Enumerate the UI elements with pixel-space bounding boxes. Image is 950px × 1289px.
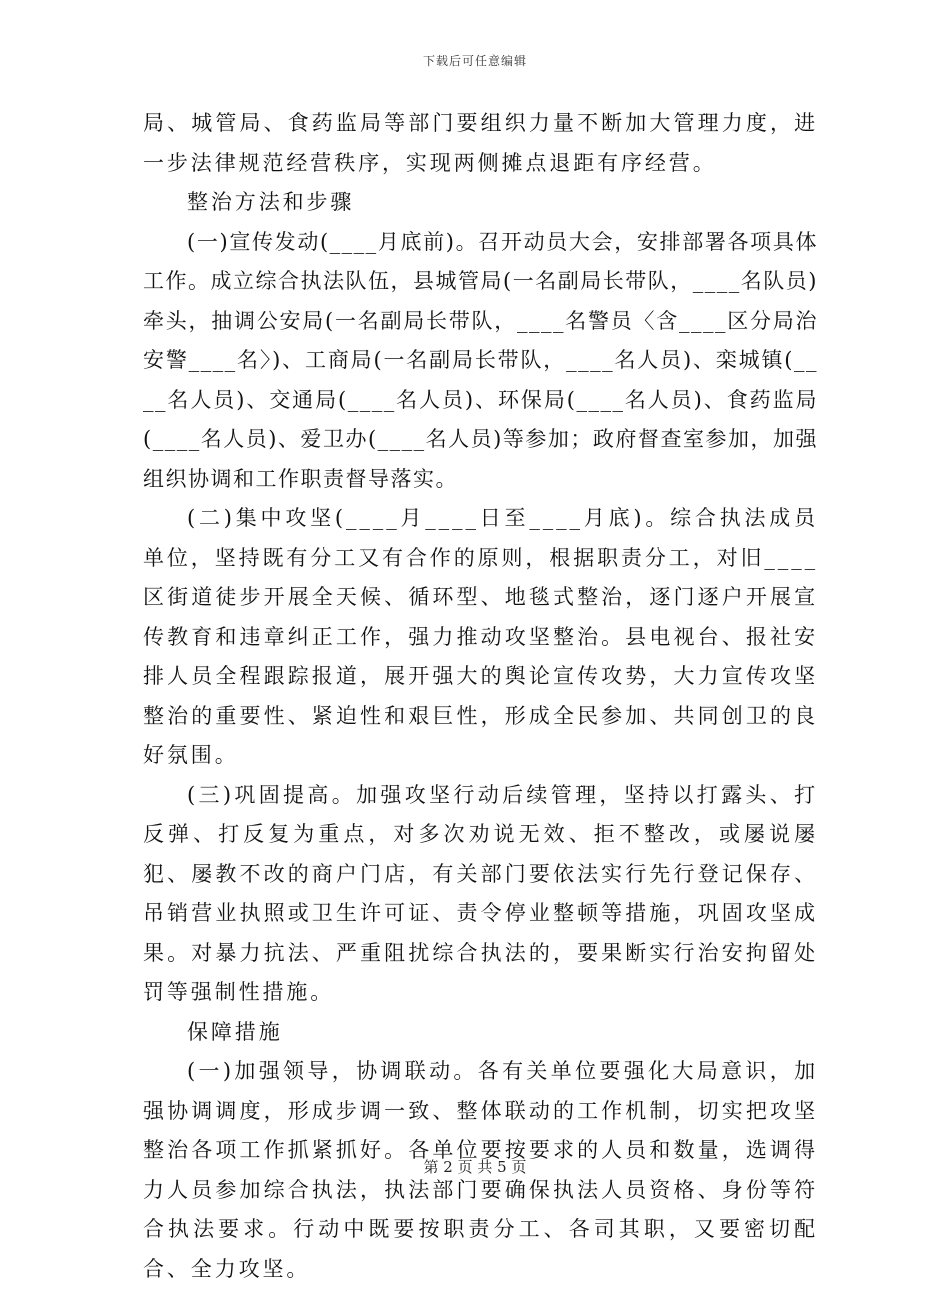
document-body <box>143 104 818 1289</box>
page-header: 下载后可任意编辑 <box>422 54 527 68</box>
paragraph-concentrated-attack: (二)集中攻坚(____月____日至____月底)。综合执法成员单位，坚持既有分工又有合作的原则，根据职责分工，对旧____区街道徒步开展全天候、循环型、地毯式整治，逐门逐户开展宣传教育和违章纠正工作，强力推动攻坚整治。县电视台、报社安排人员全程跟踪报道，展开强大的舆论宣传攻势，大力宣传攻坚整治的重要性、紧迫性和艰巨性，形成全民参加、共同创卫的良好氛围。 <box>143 506 818 767</box>
paragraph-continuation: 局、城管局、食药监局等部门要组织力量不断加大管理力度，进一步法律规范经营秩序，实现两侧摊点退距有序经营。 <box>143 111 818 175</box>
paragraph-publicity: (一)宣传发动(____月底前)。召开动员大会，安排部署各项具体工作。成立综合执法队伍，县城管局(一名副局长带队，____名队员)牵头，抽调公安局(一名副局长带队，____名警员〈含____区分局治安警____名〉)、工商局(一名副局长带队，____名人员)、栾城镇(____名人员)、交通局(____名人员)、环保局(____名人员)、食药监局(____名人员)、爱卫办(____名人员)等参加；政府督查室参加，加强组织协调和工作职责督导落实。 <box>143 229 818 491</box>
paragraph-leadership: (一)加强领导，协调联动。各有关单位要强化大局意识，加强协调调度，形成步调一致、整体联动的工作机制，切实把攻坚整治各项工作抓紧抓好。各单位要按要求的人员和数量，选调得力人员参加综合执法，执法部门要确保执法人员资格、身份等符合执法要求。行动中既要按职责分工、各司其职，又要密切配合、全力攻坚。 <box>143 1059 818 1281</box>
paragraph-consolidation: (三)巩固提高。加强攻坚行动后续管理，坚持以打露头、打反弹、打反复为重点，对多次劝说无效、拒不整改，或屡说屡犯、屡教不改的商户门店，有关部门要依法实行先行登记保存、吊销营业执照或卫生许可证、责令停业整顿等措施，巩固攻坚成果。对暴力抗法、严重阻扰综合执法的，要果断实行治安拘留处罚等强制性措施。 <box>143 782 818 1004</box>
page-number: 第 2 页 共 5 页 <box>423 1158 527 1176</box>
section-heading-methods: 整治方法和步骤 <box>187 190 355 214</box>
section-heading-safeguards: 保障措施 <box>187 1019 283 1044</box>
